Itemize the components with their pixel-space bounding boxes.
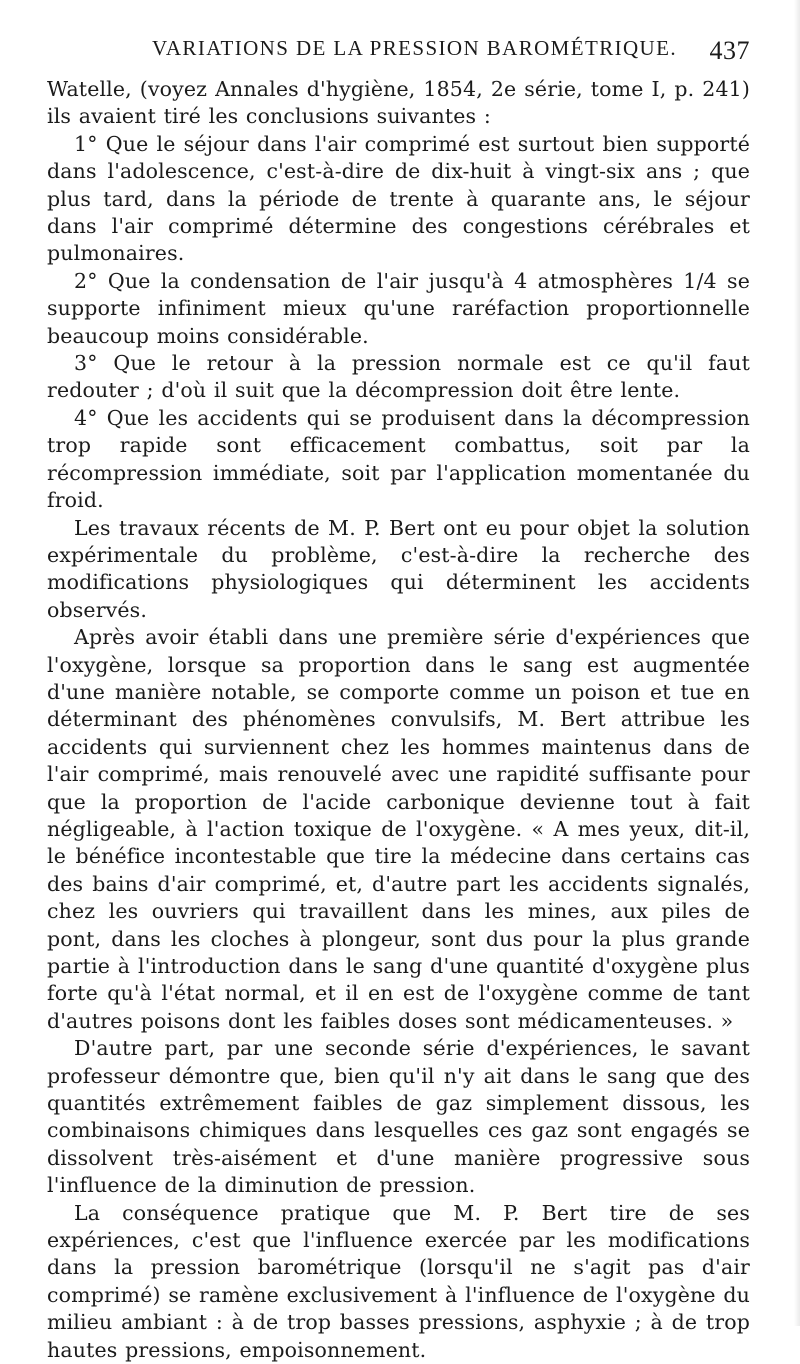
body-text [47, 76, 750, 1364]
paragraph-second-series: D'autre part, par une seconde série d'expériences, le savant professeur démontre que, bien qu'il n'y ait dans le sang que des quantités extrêmement faibles de gaz simplement dissous, les combinaisons chimiques dans lesquelles ces gaz sont engagés se dissolvent très-aisément et d'une manière progressive sous l'influence de la diminution de pression. [47, 1036, 750, 1198]
page-number: 437 [709, 36, 750, 65]
conclusion-4: 4° Que les accidents qui se produisent dans la décompression trop rapide sont efficacement combattus, soit par la récompression immédiate, soit par l'application momentanée du froid. [47, 405, 750, 513]
page-edge-shadow [794, 0, 800, 1326]
paragraph-oxygen-poison: Après avoir établi dans une première série d'expériences que l'oxygène, lorsque sa proportion dans le sang est augmentée d'une manière notable, se comporte comme un poison et tue en déterminant des phénomènes convulsifs, M. Bert attribue les accidents qui surviennent chez les hommes maintenus dans de l'air comprimé, mais renouvelé avec une rapidité suffisante pour que la proportion de l'acide carbonique devienne tout à fait négligeable, à l'action toxique de l'oxygène. « A mes yeux, dit-il, le bénéfice incontestable que tire la médecine dans certains cas des bains d'air comprimé, et, d'autre part les accidents signalés, chez les ouvriers qui travaillent dans les mines, aux piles de pont, dans les cloches à plongeur, sont dus pour la plus grande partie à l'introduction dans le sang d'une quantité d'oxygène plus forte qu'à l'état normal, et il en est de l'oxygène comme de tant d'autres poisons dont les faibles doses sont médicamenteuses. » [47, 625, 750, 1033]
paragraph-practical-consequence: La conséquence pratique que M. P. Bert tire de ses expériences, c'est que l'influence exercée par les modifications dans la pression barométrique (lorsqu'il ne s'agit pas d'air comprimé) se ramène exclusivement à l'influence de l'oxygène du milieu ambiant : à de trop basses pressions, asphyxie ; à de trop hautes pressions, empoisonnement. [47, 1200, 750, 1362]
paragraph-continuation: Watelle, (voyez Annales d'hygiène, 1854, 2e série, tome I, p. 241) ils avaient tiré les conclusions suivantes : [47, 77, 750, 129]
conclusion-1: 1° Que le séjour dans l'air comprimé est surtout bien supporté dans l'adolescence, c'est-à-dire de dix-huit à vingt-six ans ; que plus tard, dans la période de trente à quarante ans, le séjour dans l'air comprimé détermine des congestions cérébrales et pulmonaires. [47, 131, 750, 266]
running-head: VARIATIONS DE LA PRESSION BAROMÉTRIQUE. [152, 36, 677, 60]
page-header [47, 36, 750, 72]
conclusion-2: 2° Que la condensation de l'air jusqu'à 4 atmosphères 1/4 se supporte infiniment mieux qu'une raréfaction proportionnelle beaucoup moins considérable. [47, 268, 750, 348]
paragraph-bert-research: Les travaux récents de M. P. Bert ont eu pour objet la solution expérimentale du problème, c'est-à-dire la recherche des modifications physiologiques qui déterminent les accidents observés. [47, 515, 750, 622]
conclusion-3: 3° Que le retour à la pression normale est ce qu'il faut redouter ; d'où il suit que la décompression doit être lente. [47, 351, 750, 403]
